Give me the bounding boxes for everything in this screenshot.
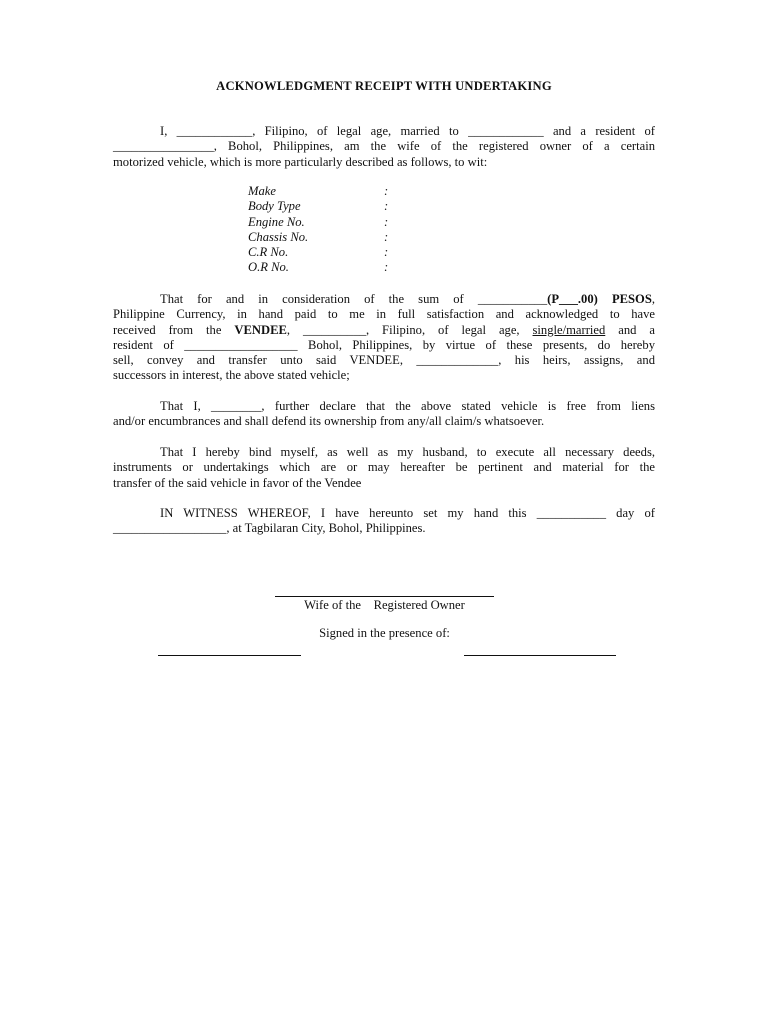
intro-line-1: I, ____________, Filipino, of legal age, married to ____________ and a resident of [160, 124, 655, 138]
amount-pesos: (P___.00) PESOS [547, 292, 652, 306]
received-from-text: received from the [113, 322, 235, 337]
intro-line-2: ________________, Bohol, Philippines, am the wife of the registered owner of a certain [113, 139, 655, 154]
vehicle-field-separator: : [384, 214, 389, 229]
witness-line-1: IN WITNESS WHEREOF, I have hereunto set my hand this ___________ day of [160, 506, 655, 520]
witness-paragraph [113, 506, 655, 537]
consideration-comma: , [651, 292, 655, 306]
consideration-text: That for and in consideration of the sum of ___________ [160, 292, 548, 306]
witness-line-2: __________________, at Tagbilaran City, Bohol, Philippines. [113, 521, 426, 536]
consideration-line-6: successors in interest, the above stated vehicle; [113, 368, 350, 383]
vehicle-field-label: Chassis No. [248, 229, 309, 244]
vehicle-field-label: Body Type [248, 199, 301, 214]
vehicle-field-separator: : [384, 184, 389, 198]
consideration-line-4: resident of __________________ Bohol, Philippines, by virtue of these presents, do hereby [113, 337, 655, 352]
undertaking-line-1: That I hereby bind myself, as well as my husband, to execute all necessary deeds, [160, 445, 655, 459]
vehicle-field-body-type [248, 199, 388, 214]
vehicle-field-make [248, 184, 388, 199]
owner-wife-signature-line [275, 596, 494, 597]
witnesses-caption: Signed in the presence of: [319, 626, 450, 640]
civil-status-text: single/married [532, 322, 606, 337]
vehicle-field-separator: : [384, 245, 389, 260]
vendee-label: VENDEE [234, 322, 287, 337]
document-title: ACKNOWLEDGMENT RECEIPT WITH UNDERTAKING [216, 79, 552, 93]
vehicle-field-engine-no [248, 215, 388, 230]
declaration-paragraph [113, 399, 655, 430]
undertaking-line-2: instruments or undertakings which are or may hereafter be pertinent and material for the [113, 460, 655, 475]
intro-paragraph [113, 124, 655, 170]
consideration-line-5: sell, convey and transfer unto said VENDEE, _____________, his heirs, assigns, and [113, 353, 655, 368]
vehicle-field-label: Engine No. [248, 214, 305, 229]
vehicle-details-list [248, 184, 388, 276]
consideration-line-2: Philippine Currency, in hand paid to me in full satisfaction and acknowledged to have [113, 307, 655, 322]
consideration-paragraph [113, 292, 655, 384]
vehicle-field-label: C.R No. [248, 245, 289, 260]
vendee-details-text: , __________, Filipino, of legal age, [286, 322, 533, 337]
witness-2-signature-line [464, 655, 616, 656]
undertaking-paragraph [113, 445, 655, 491]
vehicle-field-cr-no [248, 245, 388, 260]
vehicle-field-chassis-no [248, 230, 388, 245]
consideration-line-1 [113, 292, 655, 307]
declaration-line-2: and/or encumbrances and shall defend its ownership from any/all claim/s whatsoever. [113, 414, 545, 429]
and-a-text: and a [605, 322, 655, 337]
owner-wife-caption: Wife of the Registered Owner [304, 598, 465, 612]
undertaking-line-3: transfer of the said vehicle in favor of the Vendee [113, 475, 362, 490]
vehicle-field-or-no [248, 260, 388, 275]
vehicle-field-separator: : [384, 260, 389, 275]
declaration-line-1: That I, ________, further declare that the above stated vehicle is free from liens [160, 399, 655, 413]
consideration-line-3 [113, 323, 655, 338]
witness-1-signature-line [158, 655, 301, 656]
intro-line-3: motorized vehicle, which is more particularly described as follows, to wit: [113, 154, 488, 169]
vehicle-field-separator: : [384, 199, 389, 214]
vehicle-field-label: O.R No. [248, 260, 289, 275]
vehicle-field-label: Make [248, 184, 276, 198]
vehicle-field-separator: : [384, 229, 389, 244]
